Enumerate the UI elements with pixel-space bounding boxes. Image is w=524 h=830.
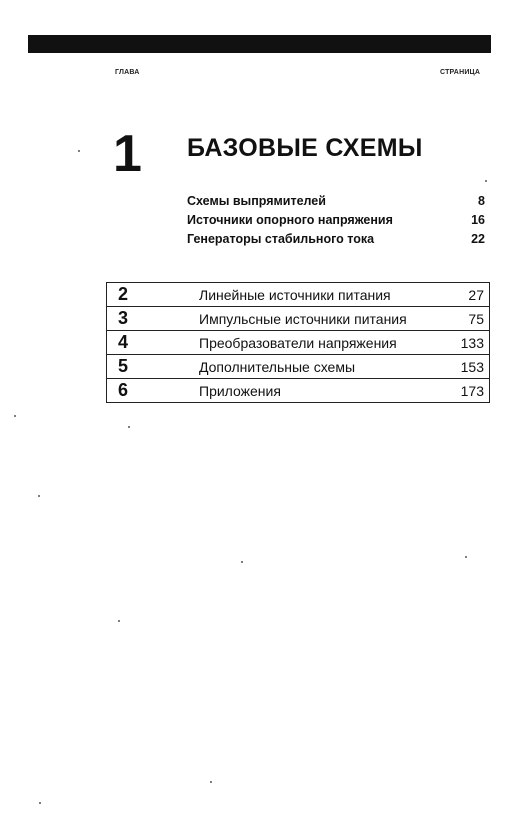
section-title: Схемы выпрямителей (187, 194, 326, 208)
chapter-page: 173 (424, 379, 490, 403)
chapter-title: Преобразователи напряжения (190, 331, 424, 355)
chapter-row[interactable] (107, 331, 490, 355)
current-chapter-title: БАЗОВЫЕ СХЕМЫ (187, 134, 423, 162)
section-title: Генераторы стабильного тока (187, 232, 375, 246)
section-page: 16 (471, 213, 485, 227)
chapter-number: 5 (107, 355, 191, 379)
scan-speck (485, 180, 487, 182)
section-item[interactable] (187, 232, 485, 251)
page-column-label: СТРАНИЦА (440, 69, 481, 76)
chapter-number: 4 (107, 331, 191, 355)
scan-speck (118, 620, 120, 622)
chapter-title: Дополнительные схемы (190, 355, 424, 379)
chapter-title: Линейные источники питания (190, 283, 424, 307)
scan-speck (465, 556, 467, 558)
section-page: 8 (478, 194, 485, 208)
top-black-bar (28, 35, 491, 53)
scan-speck (210, 781, 212, 783)
chapter-row[interactable] (107, 283, 490, 307)
section-title: Источники опорного напряжения (187, 213, 393, 227)
chapter-page: 75 (424, 307, 490, 331)
chapter-title: Импульсные источники питания (190, 307, 424, 331)
chapter-number: 6 (107, 379, 191, 403)
current-chapter-number: 1 (113, 125, 142, 183)
chapter-column-label: ГЛАВА (115, 69, 140, 76)
chapter-row[interactable] (107, 379, 490, 403)
scan-speck (78, 150, 80, 152)
chapter-sections-list (187, 194, 485, 251)
scan-speck (39, 802, 41, 804)
chapters-table (106, 282, 490, 403)
chapter-number: 3 (107, 307, 191, 331)
scan-speck (241, 561, 243, 563)
scan-speck (38, 495, 40, 497)
scan-speck (14, 415, 16, 417)
scan-speck (128, 426, 130, 428)
section-page: 22 (471, 232, 485, 246)
chapter-page: 153 (424, 355, 490, 379)
chapter-row[interactable] (107, 307, 490, 331)
chapter-number: 2 (107, 283, 191, 307)
section-item[interactable] (187, 213, 485, 232)
section-item[interactable] (187, 194, 485, 213)
chapter-page: 133 (424, 331, 490, 355)
chapter-page: 27 (424, 283, 490, 307)
chapter-row[interactable] (107, 355, 490, 379)
chapter-title: Приложения (190, 379, 424, 403)
